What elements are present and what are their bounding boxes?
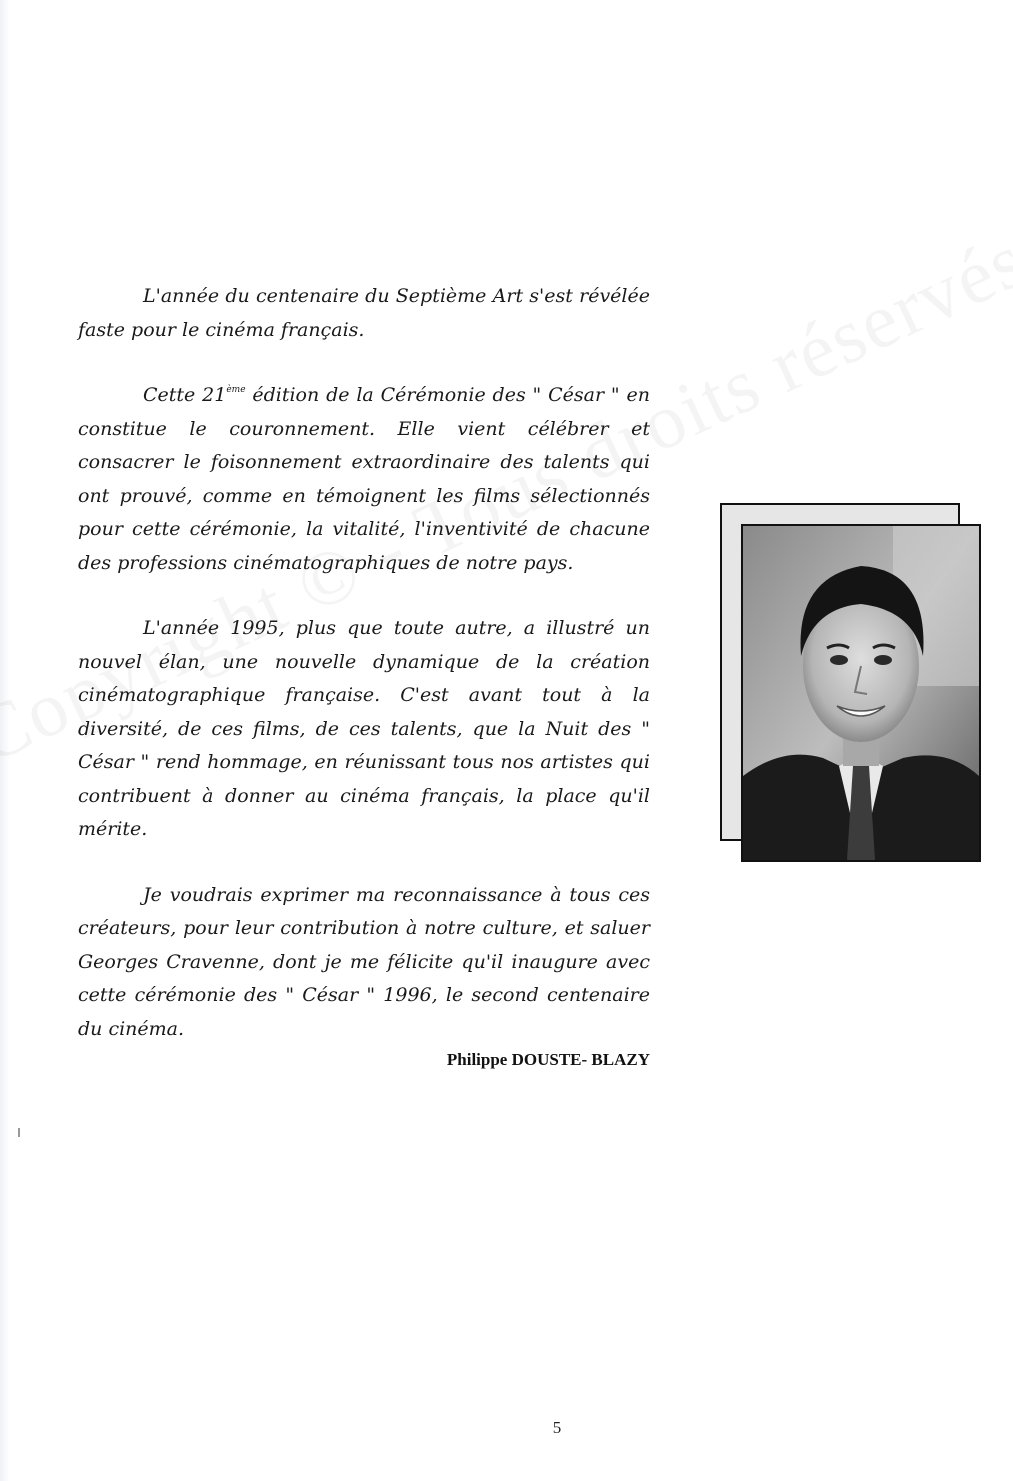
paragraph-2-text-end: édition de la Cérémonie des " César " en constitue le couronnement. Elle vient célébrer et consacrer le foisonnement extraordinaire des talents qui ont prouvé, comme en témoignent les films sélectionnés pour cette cérémonie, la vitalité, l'inventivité de chacune des professions cinématographiques de notre pays. [78,384,651,574]
portrait-image [743,526,979,860]
paragraph-2 [78,379,650,580]
edition-superscript: ème [226,385,246,395]
page-number: 5 [552,1418,562,1437]
letter-body [78,280,650,1046]
paragraph-3 [78,612,650,847]
paragraph-1 [78,280,650,347]
paragraph-1-text: L'année du centenaire du Septième Art s'est révélée faste pour le cinéma français. [78,285,650,341]
paragraph-4 [78,879,650,1047]
paragraph-2-text-start: Cette 21 [143,384,227,406]
scan-mark [18,1128,20,1137]
paragraph-3-text: L'année 1995, plus que toute autre, a illustré un nouvel élan, une nouvelle dynamique de la création cinématographique française. C'est avant tout à la diversité, de ces films, de ces talents, que la Nuit des " César " rend hommage, en réunissant tous nos artistes qui contribuent à donner au cinéma français, la place qu'il mérite. [78,617,650,840]
page-edge [0,0,10,1481]
portrait-photo [741,524,981,862]
paragraph-4-text: Je voudrais exprimer ma reconnaissance à tous ces créateurs, pour leur contribution à notre culture, et saluer Georges Cravenne, dont je me félicite qu'il inaugure avec cette cérémonie des " César " 1996, le second centenaire du cinéma. [78,883,650,1040]
signature: Philippe DOUSTE- BLAZY [446,1050,650,1069]
